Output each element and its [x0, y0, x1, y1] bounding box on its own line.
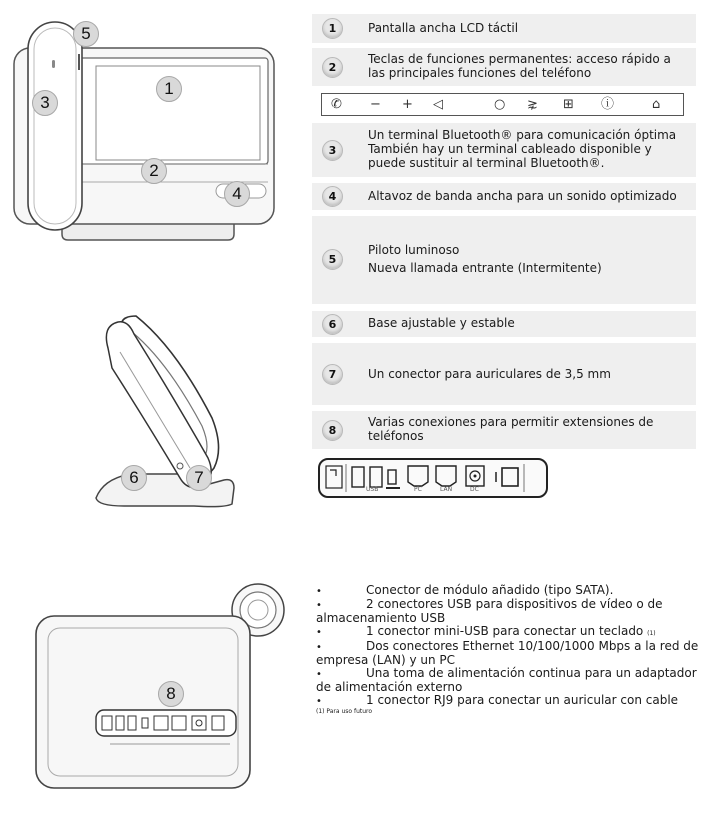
- connector-ports-icon: [320, 460, 546, 496]
- feature-row-7: [312, 343, 696, 405]
- speaker-icon: ◁: [433, 97, 443, 112]
- bullet-icon: •: [316, 669, 322, 680]
- feature-text-line-1: Piloto luminoso: [368, 243, 460, 257]
- bullet-icon: •: [316, 627, 322, 638]
- bullet-icon: •: [316, 586, 322, 597]
- callout-6-side: 6: [121, 465, 147, 491]
- feature-number-badge: 1: [322, 18, 343, 39]
- feature-row-1: [312, 14, 696, 43]
- minus-icon: −: [370, 97, 381, 112]
- feature-number-badge: 5: [322, 249, 343, 270]
- callout-7-side: 7: [186, 465, 212, 491]
- feature-row-3: [312, 123, 696, 177]
- callout-2-front: 2: [141, 158, 167, 184]
- bullet-text: Dos conectores Ethernet 10/100/1000 Mbps a la red de empresa (LAN) y un PC: [316, 639, 699, 667]
- port-label-usb: USB: [366, 486, 379, 493]
- feature-text-line-2: Nueva llamada entrante (Intermitente): [368, 261, 602, 275]
- feature-row-6: [312, 311, 696, 337]
- port-label-lan: LAN: [440, 486, 453, 493]
- callout-3-front: 3: [32, 90, 58, 116]
- callout-8-back: 8: [158, 681, 184, 707]
- handset-icon: ✆: [331, 97, 342, 112]
- feature-number-badge: 8: [322, 420, 343, 441]
- feature-text: Pantalla ancha LCD táctil: [368, 21, 519, 35]
- feature-text: Teclas de funciones permanentes: acceso rápido a las principales funciones del teléfono: [368, 52, 671, 80]
- feature-row-5: [312, 216, 696, 304]
- home-icon: ⌂: [652, 97, 661, 112]
- bullet-item: [316, 667, 701, 694]
- phone-side-illustration: [84, 308, 264, 518]
- feature-text: Base ajustable y estable: [368, 316, 515, 330]
- bullet-icon: •: [316, 600, 322, 611]
- callout-1-front: 1: [156, 76, 182, 102]
- bullet-text: 2 conectores USB para dispositivos de vídeo o de almacenamiento USB: [316, 597, 663, 625]
- feature-text: Altavoz de banda ancha para un sonido optimizado: [368, 189, 677, 203]
- bullet-text: Una toma de alimentación continua para un adaptador de alimentación externo: [316, 666, 697, 694]
- feature-text: Un terminal Bluetooth® para comunicación óptima También hay un terminal cableado disponible y puede sustituir al terminal Bluetooth®.: [368, 128, 677, 170]
- circle-icon: ○: [494, 97, 506, 112]
- connector-bullet-list: [316, 584, 701, 716]
- function-keys-strip: [321, 93, 684, 116]
- plus-icon: +: [402, 97, 413, 112]
- bullet-text: 1 conector mini-USB para conectar un teclado: [366, 624, 644, 638]
- footnote-ref: (1): [647, 630, 656, 637]
- bullet-text: Conector de módulo añadido (tipo SATA).: [366, 583, 614, 597]
- bullet-icon: •: [316, 642, 322, 653]
- dialpad-icon: ⊞: [563, 97, 574, 112]
- bullet-item: [316, 694, 701, 708]
- feature-text: Varias conexiones para permitir extensiones de teléfonos: [368, 415, 654, 443]
- bullet-item: [316, 640, 701, 667]
- port-label-pc: PC: [414, 486, 422, 493]
- feature-row-2: [312, 48, 696, 86]
- bullet-item: [316, 598, 701, 625]
- bullet-text: 1 conector RJ9 para conectar un auricular con cable: [366, 693, 679, 707]
- feature-row-8: [312, 411, 696, 449]
- footnote: (1) Para uso futuro: [316, 708, 373, 715]
- bullet-item: [316, 584, 701, 598]
- feature-number-badge: 6: [322, 314, 343, 335]
- bullet-item: [316, 625, 701, 640]
- feature-number-badge: 4: [322, 186, 343, 207]
- callout-4-front: 4: [224, 181, 250, 207]
- bullet-icon: •: [316, 696, 322, 707]
- info-icon: ⓘ: [601, 97, 615, 112]
- feature-text: Un conector para auriculares de 3,5 mm: [368, 367, 611, 381]
- phone-front-illustration: [6, 14, 296, 254]
- connector-panel-illustration: [318, 458, 548, 498]
- feature-number-badge: 2: [322, 57, 343, 78]
- feature-number-badge: 3: [322, 140, 343, 161]
- feature-number-badge: 7: [322, 364, 343, 385]
- callout-5-front: 5: [73, 21, 99, 47]
- port-label-dc: DC: [470, 486, 479, 493]
- mute-icon: ⋧: [527, 97, 538, 112]
- feature-row-4: [312, 183, 696, 210]
